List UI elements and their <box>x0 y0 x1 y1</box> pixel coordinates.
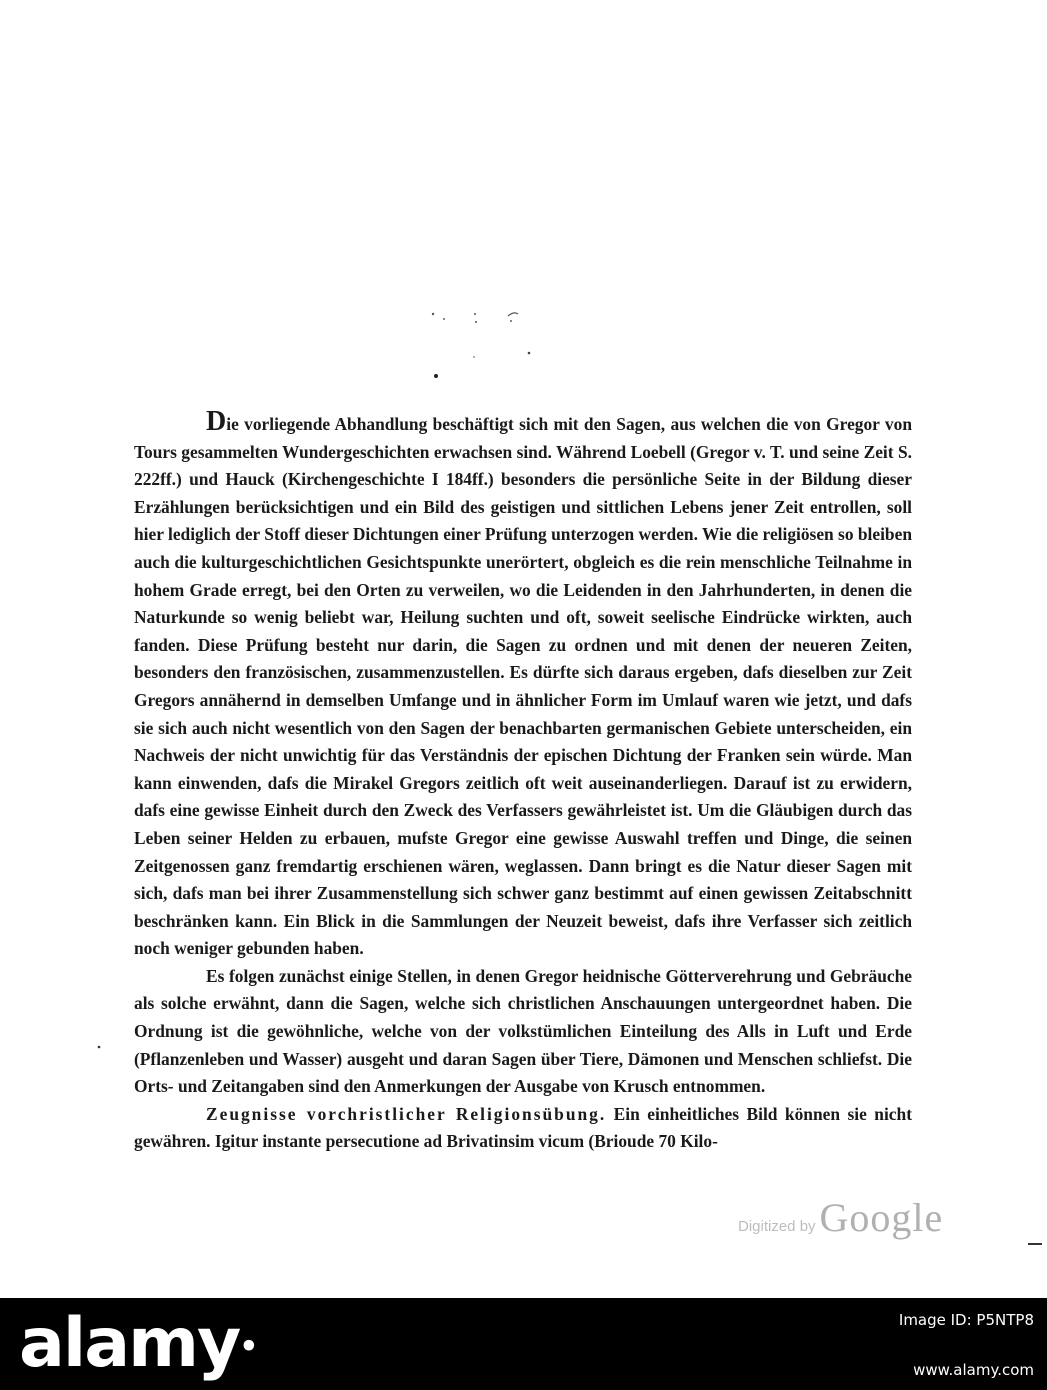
speck <box>98 1046 101 1049</box>
paragraph-text: Ein einheitliches Bild können sie nicht gewähren. Igitur instante persecutione ad Brivatinsim vicum (Brioude 70 Kilo- <box>134 1103 912 1152</box>
paragraph <box>134 408 912 963</box>
watermark-prefix: Digitized by <box>738 1218 816 1235</box>
paragraph <box>134 963 912 1101</box>
speck <box>473 356 475 358</box>
speck <box>432 313 434 315</box>
speck <box>475 321 477 323</box>
body-text <box>134 408 912 1156</box>
google-watermark <box>738 1194 943 1241</box>
speck <box>528 352 531 355</box>
paragraph <box>134 1101 912 1156</box>
drop-cap: D <box>206 406 227 437</box>
speck <box>434 374 438 378</box>
speck <box>510 320 512 322</box>
speck <box>474 313 476 315</box>
logo-text: alamy <box>19 1304 240 1383</box>
margin-mark <box>1028 1243 1042 1245</box>
image-id: Image ID: P5NTP8 <box>898 1311 1034 1329</box>
alamy-logo[interactable] <box>19 1304 257 1383</box>
watermark-brand: Google <box>819 1195 944 1240</box>
speck <box>443 318 445 320</box>
paragraph-text: Es folgen zunächst einige Stellen, in denen Gregor heidnische Götterverehrung und Gebräuche als solche erwähnt, dann die Sagen, welche sich christlichen Anschauungen untergeordnet haben. Die Ordnung ist die gewöhnliche, welche von der volkstümlichen Einteilung des Alls in Luft und Erde (Pflanzenleben und Wasser) ausgeht und daran Sagen über Tiere, Dämonen und Menschen schliefst. Die Orts- und Zeitangaben sind den Anmerkungen der Ausgabe von Krusch entnommen. <box>134 965 912 1097</box>
paragraph-text: ie vorliegende Abhandlung beschäftigt sich mit den Sagen, aus welchen die von Gregor von Tours gesammelten Wundergeschichten erwachsen sind. Während Loebell (Gregor v. T. und seine Zeit S. 222ff.) und Hauck (Kirchengeschichte I 184ff.) besonders die persönliche Seite in der Bildung dieser Erzählungen berücksichtigen und ein Bild des geistigen und sittlichen Lebens jener Zeit entrollen, soll hier lediglich der Stoff dieser Dichtungen einer Prüfung unterzogen werden. Wie die religiösen so bleiben auch die kulturgeschichtlichen Gesichtspunkte unerörtert, obgleich es die rein menschliche Teilnahme in hohem Grade erregt, bei den Orten zu verweilen, wo die Leidenden in den Jahrhunderten, in denen die Naturkunde so wenig beliebt war, Heilung suchten und oft, soweit seelische Eindrücke wirkten, auch fanden. Diese Prüfung besteht nur darin, die Sagen zu ordnen und mit denen der neueren Zeiten, besonders den französischen, zusammenzustellen. Es dürfte sich daraus ergeben, dafs dieselben zur Zeit Gregors annähernd in demselben Umfange und in ähnlicher Form im Umlauf waren wie jetzt, und dafs sie sich auch nicht wesentlich von den Sagen der benachbarten germanischen Gebiete unterscheiden, ein Nachweis der nicht unwichtig für das Verständnis der epischen Dichtung der Franken sein würde. Man kann einwenden, dafs die Mirakel Gregors zeitlich oft weit auseinanderliegen. Darauf ist zu erwidern, dafs eine gewisse Einheit durch den Zweck des Verfassers gewährleistet ist. Um die Gläubigen durch das Leben seiner Helden zu erbauen, mufste Gregor eine gewisse Auswahl treffen und Dinge, die seinen Zeitgenossen ganz fremdartig erschienen wären, weglassen. Dann bringt es die Natur dieser Sagen mit sich, dafs man bei ihrer Zusammenstellung sich schwer ganz bestimmt auf einen gewissen Zeitabschnitt beschränken kann. Ein Blick in die Sammlungen der Neuzeit beweist, dafs ihre Verfasser sich zeitlich noch weniger gebunden haben. <box>134 414 912 959</box>
logo-dot-icon: • <box>239 1329 257 1365</box>
section-heading: Zeugnisse vorchristlicher Religionsübung. <box>206 1103 607 1124</box>
speck <box>508 313 518 316</box>
footer-url-link[interactable]: www.alamy.com <box>913 1361 1034 1379</box>
